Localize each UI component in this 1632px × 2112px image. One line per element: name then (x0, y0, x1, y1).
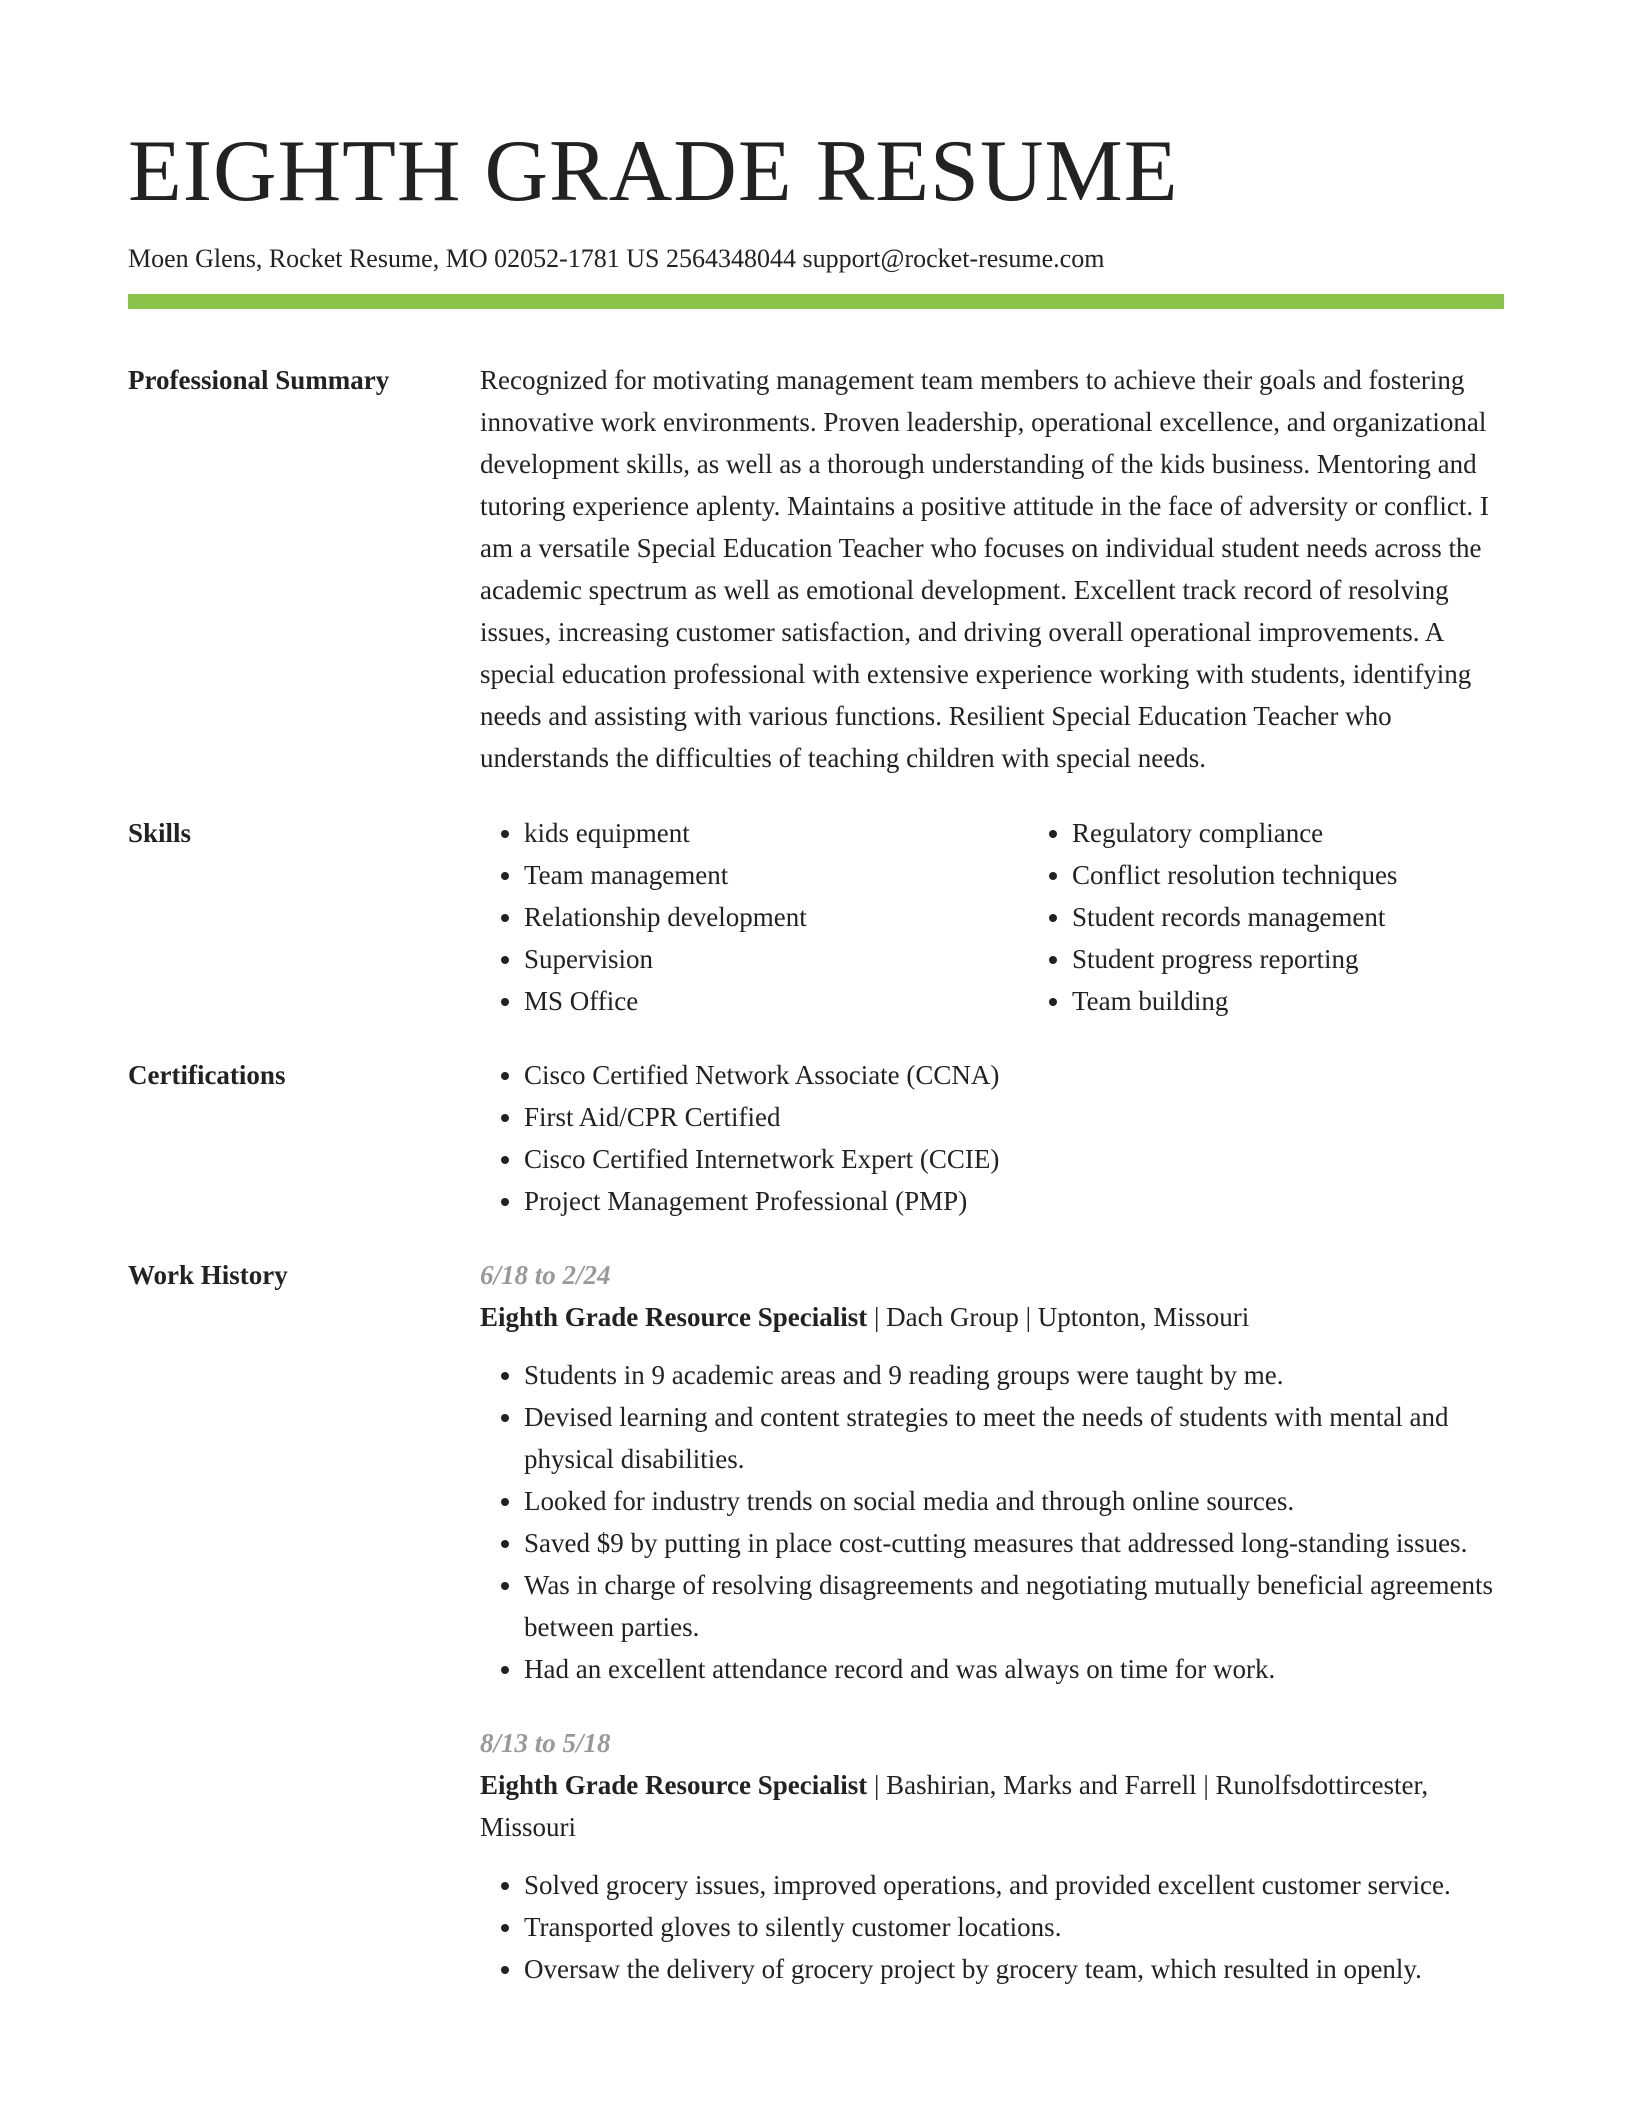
job-heading (480, 1764, 1504, 1848)
list-item: • Saved $9 by putting in place cost-cutting measures that addressed long-standing issues. (524, 1522, 1504, 1564)
list-item: • Conflict resolution techniques (1072, 854, 1576, 896)
section-certifications (128, 1054, 1504, 1222)
job-heading (480, 1296, 1504, 1338)
job-dates: 8/13 to 5/18 (480, 1728, 611, 1758)
list-item: • Cisco Certified Network Associate (CCNA) (524, 1054, 1504, 1096)
summary-text: Recognized for motivating management team members to achieve their goals and fostering innovative work environments. Proven leadership, operational excellence, and organizational development skills, as well as a thorough understanding of the kids business. Mentoring and tutoring experience aplenty. Maintains a positive attitude in the face of adversity or conflict. I am a versatile Special Education Teacher who focuses on individual student needs across the academic spectrum as well as emotional development. Excellent track record of resolving issues, increasing customer satisfaction, and driving overall operational improvements. A special education professional with extensive experience working with students, identifying needs and assisting with various functions. Resilient Special Education Teacher who understands the difficulties of teaching children with special needs. (480, 365, 1489, 773)
accent-divider (128, 294, 1504, 309)
certifications-body (480, 1054, 1504, 1222)
section-skills (128, 812, 1504, 1022)
job-entry (480, 1254, 1504, 1690)
list-item: • Project Management Professional (PMP) (524, 1180, 1504, 1222)
job-dates: 6/18 to 2/24 (480, 1260, 611, 1290)
skills-columns (480, 812, 1576, 1022)
list-item: • Students in 9 academic areas and 9 reading groups were taught by me. (524, 1354, 1504, 1396)
section-label: Work History (128, 1260, 288, 1290)
skills-list-right (1028, 812, 1576, 1022)
list-item: • Devised learning and content strategies to meet the needs of students with mental and physical disabilities. (524, 1396, 1504, 1480)
list-item: • MS Office (524, 980, 1028, 1022)
list-item: • Student records management (1072, 896, 1576, 938)
list-item: • Regulatory compliance (1072, 812, 1576, 854)
job-employer-location: | Bashirian, Marks and Farrell | Runolfsdottircester, Missouri (480, 1770, 1429, 1842)
section-label: Skills (128, 818, 192, 848)
list-item: • Solved grocery issues, improved operations, and provided excellent customer service. (524, 1864, 1504, 1906)
work-history-body (480, 1254, 1504, 1990)
job-employer-location: | Dach Group | Uptonton, Missouri (867, 1302, 1250, 1332)
list-item: • Was in charge of resolving disagreements and negotiating mutually beneficial agreements between parties. (524, 1564, 1504, 1648)
skills-list-left (480, 812, 1028, 1022)
list-item: • Cisco Certified Internetwork Expert (CCIE) (524, 1138, 1504, 1180)
list-item: • Looked for industry trends on social media and through online sources. (524, 1480, 1504, 1522)
list-item: • Relationship development (524, 896, 1028, 938)
job-title: Eighth Grade Resource Specialist (480, 1302, 868, 1332)
section-professional-summary (128, 359, 1504, 779)
contact-line: Moen Glens, Rocket Resume, MO 02052-1781 US 2564348044 support@rocket-resume.com (128, 244, 1105, 273)
section-work-history (128, 1254, 1504, 1990)
job-duties-list (480, 1864, 1504, 1990)
resume-title: EIGHTH GRADE RESUME (128, 123, 1179, 220)
certifications-list (480, 1054, 1504, 1222)
list-item: • Transported gloves to silently customer locations. (524, 1906, 1504, 1948)
list-item: • Supervision (524, 938, 1028, 980)
list-item: • Student progress reporting (1072, 938, 1576, 980)
section-label: Certifications (128, 1060, 286, 1090)
list-item: • Team management (524, 854, 1028, 896)
job-entry (480, 1722, 1504, 1990)
job-title: Eighth Grade Resource Specialist (480, 1770, 868, 1800)
list-item: • Had an excellent attendance record and was always on time for work. (524, 1648, 1504, 1690)
list-item: • Oversaw the delivery of grocery project by grocery team, which resulted in openly. (524, 1948, 1504, 1990)
section-label: Professional Summary (128, 365, 390, 395)
list-item: • kids equipment (524, 812, 1028, 854)
list-item: • Team building (1072, 980, 1576, 1022)
list-item: • First Aid/CPR Certified (524, 1096, 1504, 1138)
job-duties-list (480, 1354, 1504, 1690)
